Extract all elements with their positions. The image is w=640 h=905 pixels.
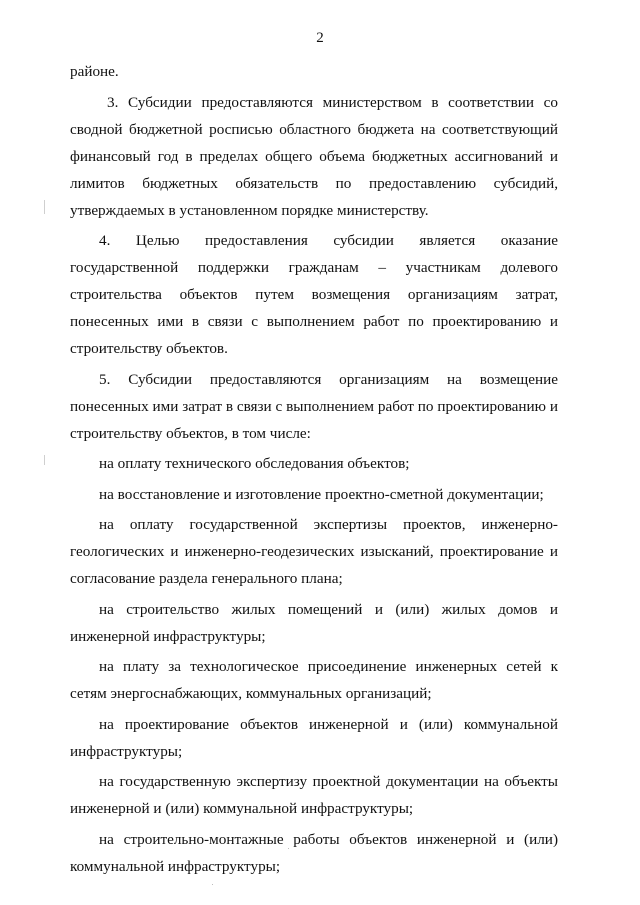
paragraph-item-5: 5. Субсидии предоставляются организациям на возмещение понесенных ими затрат в связи с выполнением работ по проектированию и строительству объектов, в том числе: [70,370,558,442]
list-item-state-expertise: на оплату государственной экспертизы проектов, инженерно-геологических и инженерно-геодезических изысканий, проектирование и согласование раздела генерального плана; [70,516,558,587]
paragraph-item-3: 3. Субсидии предоставляются министерством в соответствии со сводной бюджетной росписью областного бюджета на соответствующий финансовый год в пределах общего объема бюджетных ассигнований и лимитов бюджетных обязательств по предоставлению субсидий, утверждаемых в установленном порядке министерству. [70,93,558,219]
document-body [70,58,558,880]
list-item-design-documentation: на восстановление и изготовление проектно-сметной документации; [99,485,544,503]
list-item-infrastructure-design: на проектирование объектов инженерной и (или) коммунальной инфраструктуры; [70,715,558,760]
list-item-installation-works: на строительно-монтажные работы объектов инженерной и (или) коммунальной инфраструктуры; [70,830,558,875]
paragraph-continuation: районе. [70,63,119,80]
scan-margin-mark [44,200,45,214]
scan-speck [212,884,213,885]
list-item-grid-connection: на плату за технологическое присоединение инженерных сетей к сетям энергоснабжающих, коммунальных организаций; [70,658,558,702]
list-item-infrastructure-expertise: на государственную экспертизу проектной документации на объекты инженерной и (или) коммунальной инфраструктуры; [70,773,558,817]
list-item-technical-survey: на оплату технического обследования объектов; [99,455,410,472]
scan-margin-mark [44,455,45,465]
page-number: 2 [316,30,324,46]
scan-speck [288,848,289,849]
list-item-residential-construction: на строительство жилых помещений и (или) жилых домов и инженерной инфраструктуры; [70,600,558,645]
paragraph-item-4: 4. Целью предоставления субсидии является оказание государственной поддержки гражданам – участникам долевого строительства объектов путем возмещения организациям затрат, понесенных ими в связи с выполнением работ по проектированию и строительству объектов. [70,232,558,357]
